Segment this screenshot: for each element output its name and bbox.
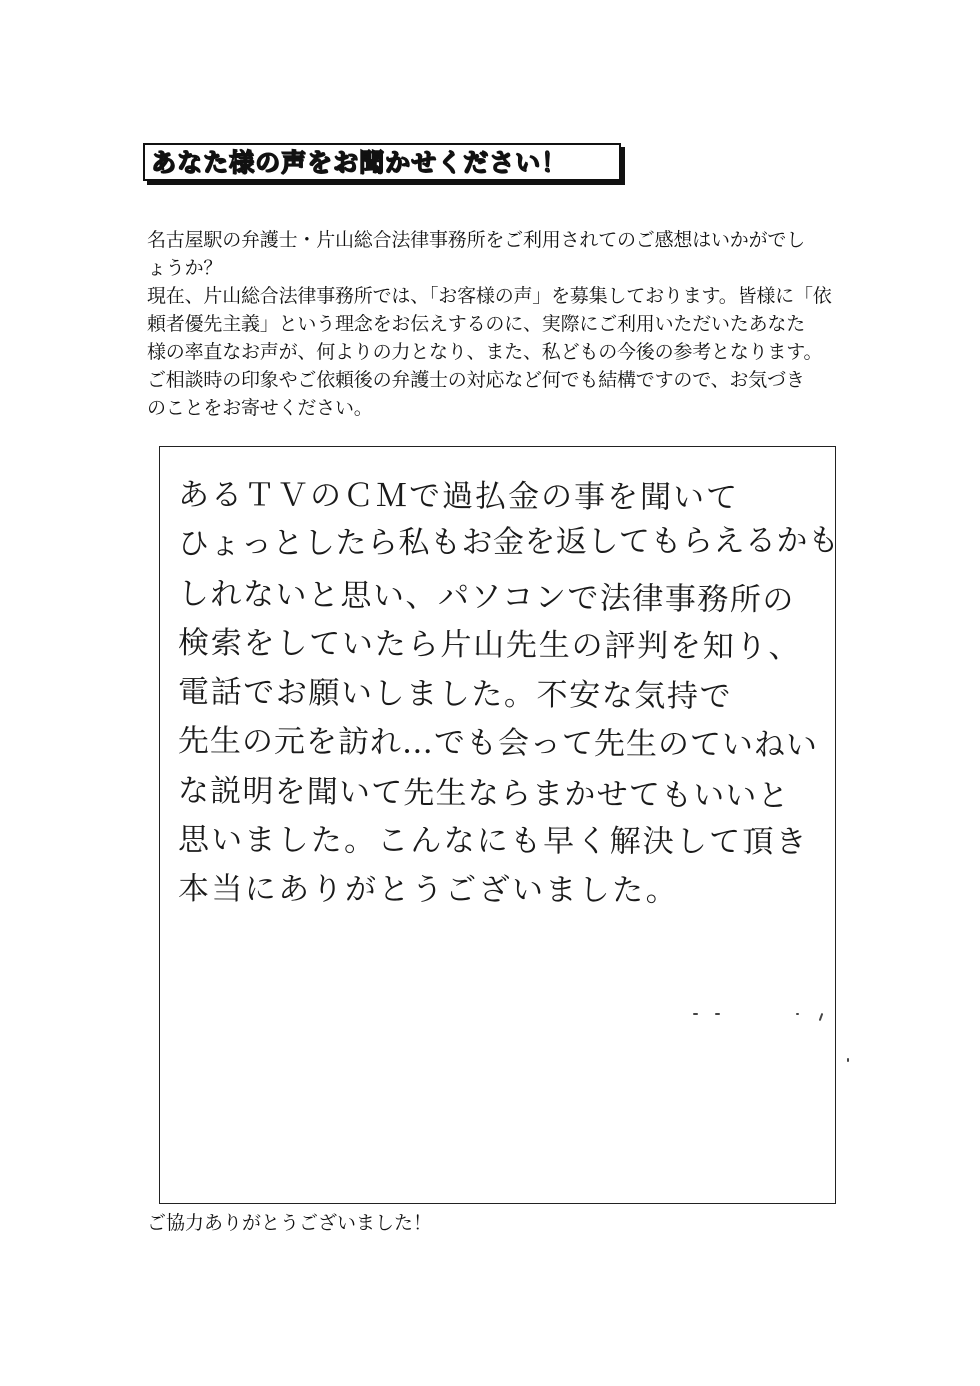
title-banner <box>143 143 621 181</box>
intro-line: のことをお寄せください。 <box>147 397 373 419</box>
handwritten-line: 本当にありがとうございました。 <box>177 871 680 910</box>
handwritten-comment-box <box>159 446 840 1204</box>
handwritten-line: あるＴＶのＣＭで過払金の事を聞いて <box>177 477 740 516</box>
scan-speck <box>693 1013 698 1015</box>
scan-speck <box>796 1013 799 1015</box>
handwritten-line: 思いました。こんなにも早く解決して頂き <box>177 822 809 861</box>
intro-line: 頼者優先主義」という理念をお伝えするのに、実際にご利用いただいたあなた <box>147 313 806 335</box>
handwritten-line: しれないと思い、パソコンで法律事務所の <box>177 575 796 619</box>
handwritten-line: 電話でお願いしました。不安な気持で <box>177 674 733 716</box>
handwritten-line: ひょっとしたら私もお金を返してもらえるかも <box>177 522 840 563</box>
handwritten-comment <box>177 471 840 915</box>
intro-line: ょうか？ <box>147 257 223 279</box>
handwritten-line: な説明を聞いて先生ならまかせてもいいと <box>177 772 790 815</box>
scan-speck <box>847 1058 849 1062</box>
intro-line: 名古屋駅の弁護士・片山総合法律事務所をご利用されてのご感想はいかがでし <box>147 229 806 251</box>
scan-speck <box>819 1013 824 1021</box>
handwritten-line: 先生の元を訪れ…でも会って先生のていねい <box>177 723 819 764</box>
intro-paragraph <box>147 226 847 422</box>
intro-line: ご相談時の印象やご依頼後の弁護士の対応など何でも結構ですので、お気づき <box>147 369 805 391</box>
intro-line: 様の率直なお声が、何よりの力となり、また、私どもの今後の参考となります。 <box>147 341 823 363</box>
intro-line: 現在、片山総合法律事務所では、「お客様の声」を募集しております。皆様に「依 <box>147 285 832 307</box>
scan-speck <box>715 1013 720 1015</box>
page-title: あなた様の声をお聞かせください！ <box>151 148 568 177</box>
handwritten-line: 検索をしていたら片山先生の評判を知り、 <box>177 624 802 666</box>
thanks-message: ご協力ありがとうございました！ <box>147 1212 433 1234</box>
